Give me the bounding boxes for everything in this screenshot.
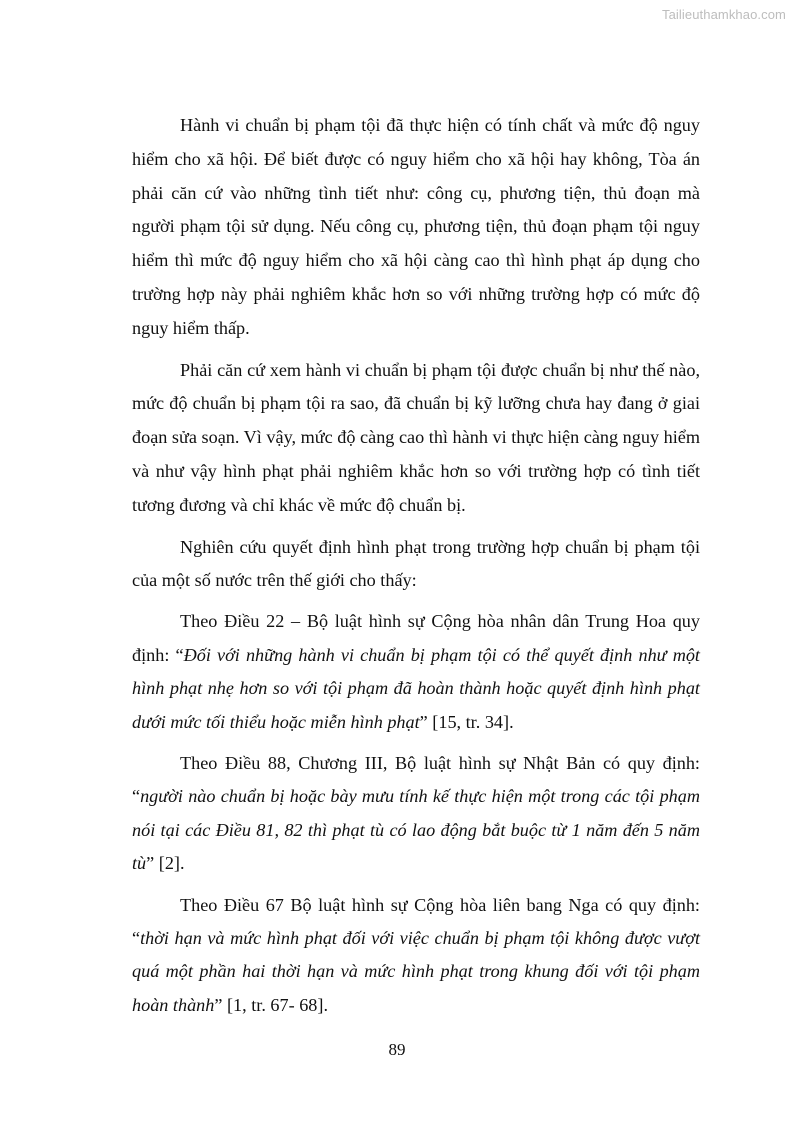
paragraph-japan-article-88 [132,747,700,881]
paragraph-text: Theo Điều 88, Chương III, Bộ luật hình sự Nhật Bản có quy định: “ [132,753,700,807]
paragraph-preparation-level [132,354,700,523]
paragraph-text: Theo Điều 67 Bộ luật hình sự Cộng hòa liên bang Nga có quy định: “ [132,894,700,949]
paragraph-text: Phải căn cứ xem hành vi chuẩn bị phạm tội được chuẩn bị như thế nào, mức độ chuẩn bị phạm tội ra sao, đã chuẩn bị kỹ lưỡng chưa hay đang ở giai đoạn sửa soạn. Vì vậy, mức độ càng cao thì hành vi thực hiện càng nguy hiểm và như vậy hình phạt phải nghiêm khắc hơn so với trường hợp có tình tiết tương đương và chỉ khác về mức độ chuẩn bị. [132,359,700,515]
quoted-provision: thời hạn và mức hình phạt đối với việc chuẩn bị phạm tội không được vượt quá một phần hai thời hạn và mức hình phạt trong khung đối với tội phạm hoàn thành [132,928,700,1015]
paragraph-foreign-study-intro [132,531,700,598]
citation-text: ” [15, tr. 34]. [419,711,514,732]
paragraph-china-article-22 [132,605,700,739]
citation-text: ” [1, tr. 67- 68]. [214,994,329,1015]
paragraph-text: Hành vi chuẩn bị phạm tội đã thực hiện có tính chất và mức độ nguy hiểm cho xã hội. Để biết được có nguy hiểm cho xã hội hay không, Tòa án phải căn cứ vào những tình tiết như: công cụ, phương tiện, thủ đoạn mà người phạm tội sử dụng. Nếu công cụ, phương tiện, thủ đoạn phạm tội nguy hiểm thì mức độ nguy hiểm cho xã hội càng cao thì hình phạt áp dụng cho trường hợp này phải nghiêm khắc hơn so với những trường hợp có mức độ nguy hiểm thấp. [132,115,700,338]
page-number: 89 [388,1040,406,1059]
paragraph-text: Nghiên cứu quyết định hình phạt trong trường hợp chuẩn bị phạm tội của một số nước trên thế giới cho thấy: [132,536,700,590]
quoted-provision: Đối với những hành vi chuẩn bị phạm tội có thể quyết định như một hình phạt nhẹ hơn so với tội phạm đã hoàn thành hoặc quyết định hình phạt dưới mức tối thiểu hoặc miễn hình phạt [132,644,700,732]
document-body [132,109,700,1030]
paragraph-russia-article-67 [132,889,700,1023]
watermark-text: Tailieuthamkhao.com [661,7,786,22]
paragraph-danger-assessment [132,109,700,346]
quoted-provision: người nào chuẩn bị hoặc bày mưu tính kế thực hiện một trong các tội phạm nói tại các Điều 81, 82 thì phạt tù có lao động bắt buộc từ 1 năm đến 5 năm tù [132,786,700,874]
paragraph-text: Theo Điều 22 – Bộ luật hình sự Cộng hòa nhân dân Trung Hoa quy định: “ [132,611,700,665]
citation-text: ” [2]. [146,853,185,874]
